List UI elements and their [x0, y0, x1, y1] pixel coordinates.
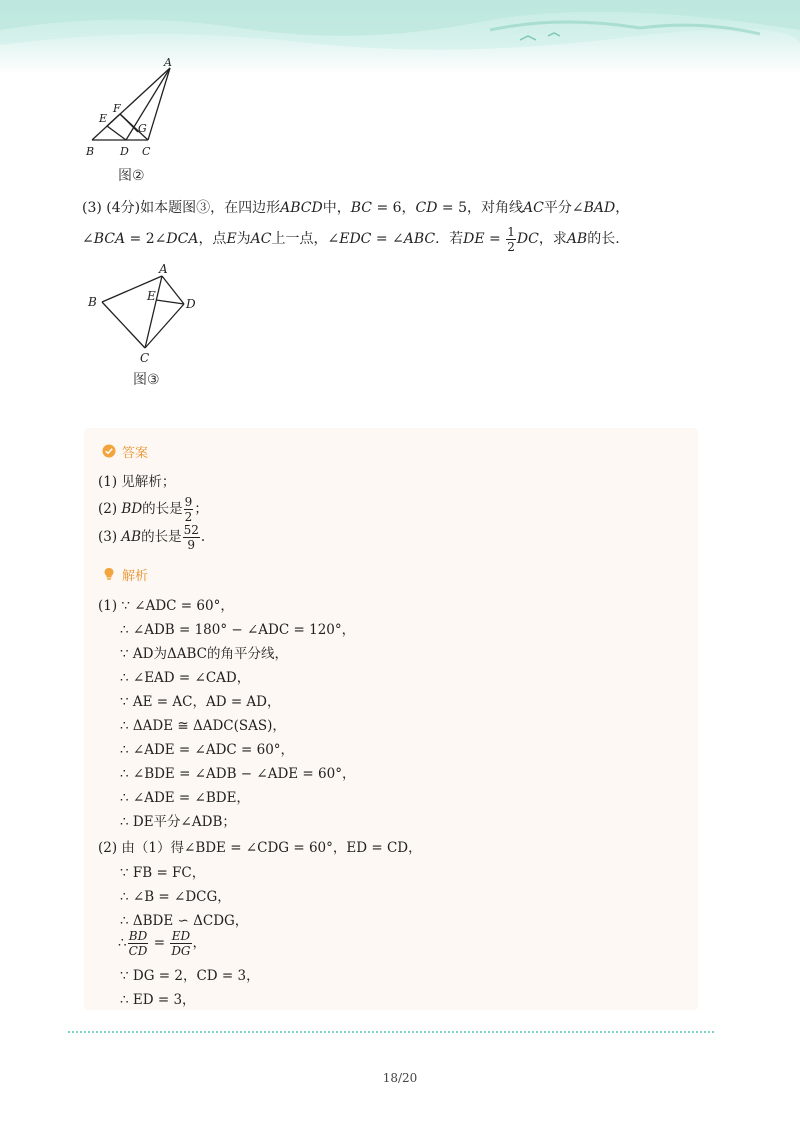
fig3-label-D: D	[186, 297, 196, 311]
figure-3-caption: 图③	[133, 372, 160, 388]
analysis-line-3: ∵ AD为ΔABC的角平分线，	[120, 646, 288, 662]
answer-line-3: (3) AB的长是 $\frac{52}{9}$ .	[98, 523, 206, 552]
check-circle-icon	[102, 444, 116, 458]
analysis-line-1: (1) ∵ ∠ADC = 60°，	[98, 598, 234, 614]
analysis-line-8: ∴ ∠BDE = ∠ADB − ∠ADE = 60°，	[120, 766, 356, 782]
analysis-line-4: ∴ ∠EAD = ∠CAD，	[120, 670, 251, 686]
answer-line-2: (2) BD的长是 $\frac{9}{2}$ ；	[98, 495, 208, 524]
fig2-label-B: B	[86, 145, 95, 158]
figure-2-caption: 图②	[118, 168, 145, 184]
fig3-label-B: B	[88, 295, 97, 309]
fig2-label-F: F	[113, 102, 121, 115]
fig2-label-C: C	[142, 145, 151, 158]
figure-2-diagram	[82, 52, 192, 162]
fraction-one-half: $\frac{1}{2}$	[507, 224, 515, 254]
analysis-line-11: (2) 由（1）得∠BDE = ∠CDG = 60°，ED = CD，	[98, 840, 422, 856]
analysis-line-5: ∵ AE = AC，AD = AD，	[120, 694, 281, 710]
fig2-label-E: E	[99, 112, 108, 125]
analysis-line-10: ∴ DE平分∠ADB；	[120, 814, 236, 830]
analysis-line-9: ∴ ∠ADE = ∠BDE，	[120, 790, 250, 806]
fig3-label-C: C	[140, 351, 150, 365]
fig3-label-E: E	[147, 289, 156, 303]
answer-line-1: (1) 见解析；	[98, 474, 176, 490]
analysis-line-6: ∴ ΔADE ≅ ΔADC(SAS)，	[120, 718, 286, 734]
analysis-line-12: ∵ FB = FC，	[120, 865, 206, 881]
analysis-line-15: ∵ DG = 2，CD = 3，	[120, 968, 260, 984]
analysis-line-13: ∴ ∠B = ∠DCG，	[120, 889, 231, 905]
fig3-label-A: A	[159, 262, 168, 276]
fig2-label-G: G	[138, 122, 147, 135]
page-number: 18/20	[382, 1071, 418, 1085]
answer-tag: 答案	[102, 440, 148, 462]
lightbulb-icon	[102, 567, 116, 581]
analysis-tag: 解析	[102, 563, 148, 585]
analysis-line-16: ∴ ED = 3，	[120, 992, 196, 1008]
footer-divider	[68, 1031, 714, 1033]
figure-3-diagram	[82, 262, 212, 367]
problem-3-line-2: ∠BCA = 2∠DCA，点E为AC上一点，∠EDC = ∠ABC．若DE = $\frac{1}{2}$ DC，求AB的长.	[82, 224, 620, 254]
fig2-label-A: A	[164, 56, 172, 69]
analysis-line-14: ∴ ΔBDE ∽ ΔCDG，	[120, 913, 249, 929]
analysis-fraction-line: ∴ $\frac{BD}{CD}$ = $\frac{ED}{DG}$ ，	[118, 929, 207, 958]
analysis-line-7: ∴ ∠ADE = ∠ADC = 60°，	[120, 742, 295, 758]
fig2-label-D: D	[120, 145, 129, 158]
analysis-line-2: ∴ ∠ADB = 180° − ∠ADC = 120°，	[120, 622, 356, 638]
problem-3-line-1: (3) (4分)如本题图③，在四边形ABCD中，BC = 6，CD = 5，对角线AC平分∠BAD，	[82, 200, 630, 216]
